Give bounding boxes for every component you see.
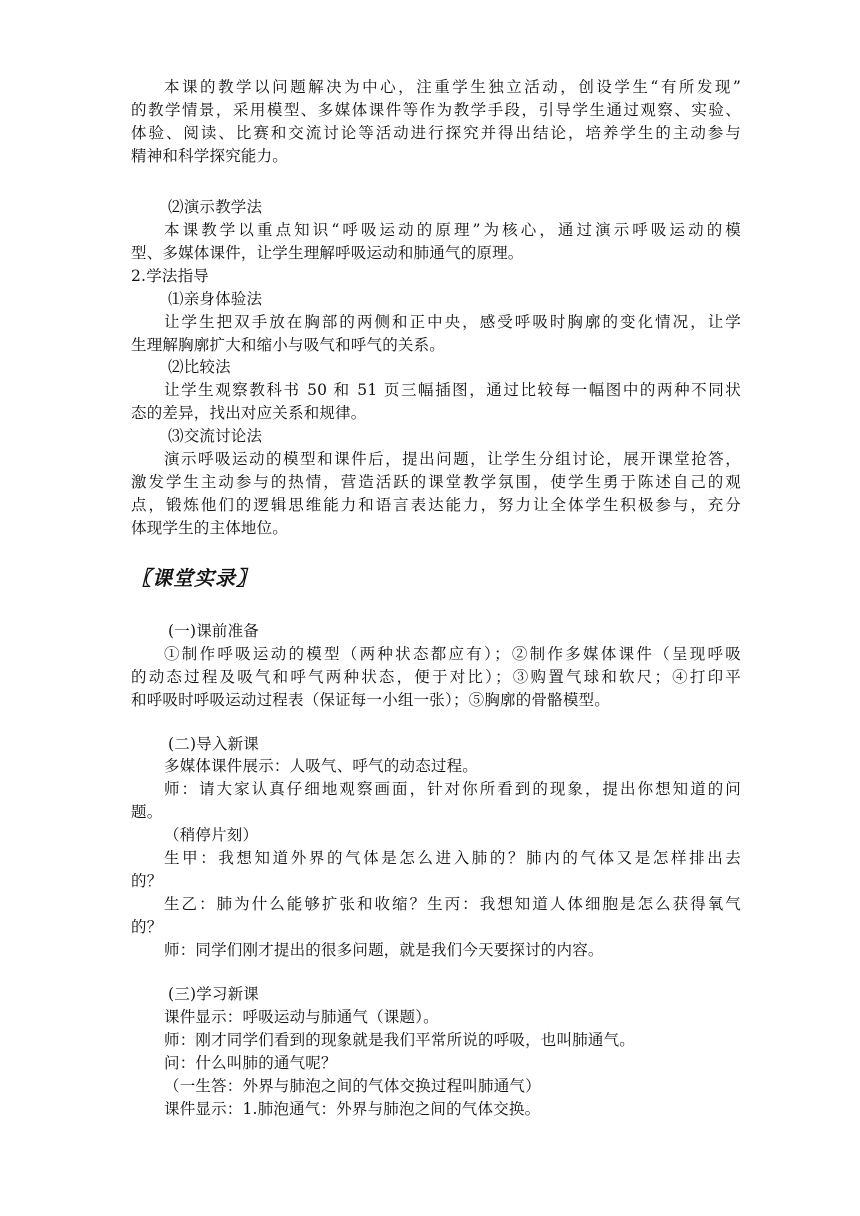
text-line: 师：请大家认真仔细地观察画面，针对你所看到的现象，提出你想知道的问 bbox=[164, 780, 741, 798]
text-line: 让学生观察教科书 50 和 51 页三幅插图，通过比较每一幅图中的两种不同状 bbox=[164, 381, 741, 399]
subheading: (三)学习新课 bbox=[168, 985, 259, 1003]
text-line: 课件显示：呼吸运动与肺通气（课题）。 bbox=[164, 1008, 439, 1026]
text-line: 体现学生的主体地位。 bbox=[131, 519, 289, 537]
text-line: 本课的教学以问题解决为中心，注重学生独立活动，创设学生“有所发现” bbox=[164, 78, 741, 96]
text-line: （稍停片刻） bbox=[164, 826, 259, 844]
text-line: 的教学情景，采用模型、多媒体课件等作为教学手段，引导学生通过观察、实验、 bbox=[131, 101, 741, 119]
subheading: ⑴亲身体验法 bbox=[168, 290, 263, 308]
text-line: 生乙：肺为什么能够扩张和收缩？生丙：我想知道人体细胞是怎么获得氧气 bbox=[164, 895, 741, 913]
text-line: 型、多媒体课件，让学生理解呼吸运动和肺通气的原理。 bbox=[131, 244, 524, 262]
text-line: 的？ bbox=[131, 918, 163, 936]
text-line: 问：什么叫肺的通气呢？ bbox=[164, 1054, 337, 1072]
subheading: ⑶交流讨论法 bbox=[168, 427, 263, 445]
text-line: 课件显示：1.肺泡通气：外界与肺泡之间的气体交换。 bbox=[164, 1100, 541, 1118]
text-line: 的动态过程及吸气和呼气两种状态，便于对比）；③购置气球和软尺；④打印平 bbox=[131, 668, 741, 686]
section-heading: 2.学法指导 bbox=[131, 267, 209, 285]
subheading: (二)导入新课 bbox=[168, 735, 259, 753]
text-line: 生甲：我想知道外界的气体是怎么进入肺的？肺内的气体又是怎样排出去 bbox=[164, 849, 741, 867]
text-line: （一生答：外界与肺泡之间的气体交换过程叫肺通气） bbox=[164, 1077, 541, 1095]
text-line: 生理解胸廓扩大和缩小与吸气和呼气的关系。 bbox=[131, 336, 446, 354]
text-line: 让学生把双手放在胸部的两侧和正中央，感受呼吸时胸廓的变化情况，让学 bbox=[164, 313, 741, 331]
text-line: 的？ bbox=[131, 872, 163, 890]
subheading: ⑵比较法 bbox=[168, 358, 231, 376]
text-line: 本课教学以重点知识“呼吸运动的原理”为核心，通过演示呼吸运动的模 bbox=[164, 221, 741, 239]
text-line: 演示呼吸运动的模型和课件后，提出问题，让学生分组讨论，展开课堂抢答， bbox=[164, 450, 741, 468]
text-line: 态的差异，找出对应关系和规律。 bbox=[131, 404, 367, 422]
text-line: 精神和科学探究能力。 bbox=[131, 147, 289, 165]
text-line: 师：同学们刚才提出的很多问题，就是我们今天要探讨的内容。 bbox=[164, 941, 604, 959]
text-line: ①制作呼吸运动的模型（两种状态都应有）；②制作多媒体课件（呈现呼吸 bbox=[164, 645, 741, 663]
text-line: 师：刚才同学们看到的现象就是我们平常所说的呼吸，也叫肺通气。 bbox=[164, 1031, 636, 1049]
text-line: 和呼吸时呼吸运动过程表（保证每一小组一张）；⑤胸廓的骨骼模型。 bbox=[131, 691, 610, 709]
page-section-title: 〖课堂实录〗 bbox=[131, 566, 257, 590]
subheading: ⑵演示教学法 bbox=[168, 198, 263, 216]
text-line: 体验、阅读、比赛和交流讨论等活动进行探究并得出结论，培养学生的主动参与 bbox=[131, 124, 741, 142]
text-line: 点，锻炼他们的逻辑思维能力和语言表达能力，努力让全体学生积极参与，充分 bbox=[131, 496, 741, 514]
text-line: 激发学生主动参与的热情，营造活跃的课堂教学氛围，使学生勇于陈述自己的观 bbox=[131, 473, 741, 491]
text-line: 多媒体课件展示：人吸气、呼气的动态过程。 bbox=[164, 757, 479, 775]
subheading: (一)课前准备 bbox=[168, 622, 259, 640]
text-line: 题。 bbox=[131, 803, 163, 821]
